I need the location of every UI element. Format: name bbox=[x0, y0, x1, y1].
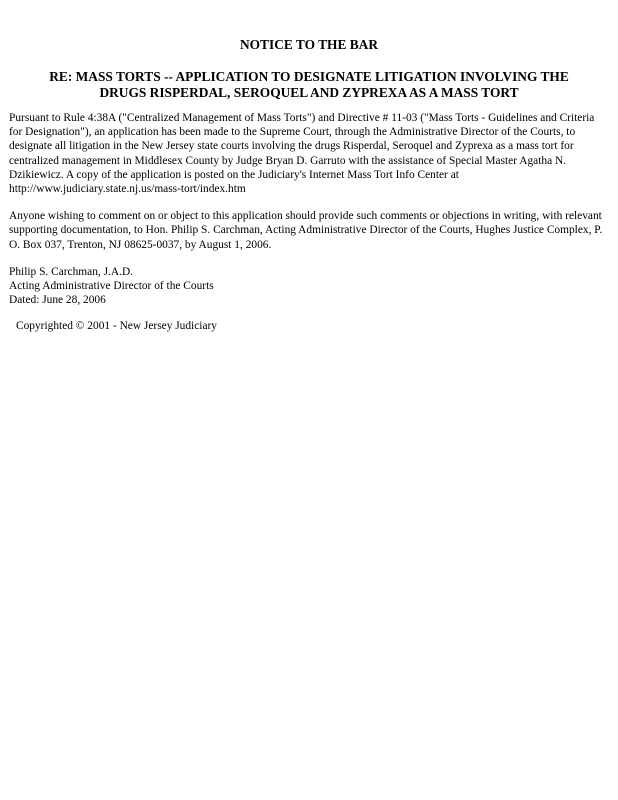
signatory-title: Acting Administrative Director of the Courts bbox=[9, 280, 214, 293]
re-heading bbox=[9, 69, 609, 101]
signatory-name: Philip S. Carchman, J.A.D. bbox=[9, 265, 134, 278]
application-paragraph: Pursuant to Rule 4:38A ("Centralized Management of Mass Torts") and Directive # 11-03 ("Mass Torts - Guidelines and Criteria for Designation"), an application has been made to the Supreme Court, through the Administrative Director of the Courts, to designate all litigation in the New Jersey state courts involving the drugs Risperdal, Seroquel and Zyprexa as a mass tort for centralized management in Middlesex County by Judge Bryan D. Garruto with the assistance of Special Master Agatha N. Dzikiewicz. A copy of the application is posted on the Judiciary's Internet Mass Tort Info Center at http://www.judiciary.state.nj.us/mass-tort/index.htm bbox=[9, 112, 595, 196]
notice-document bbox=[9, 37, 609, 334]
re-heading-line1: RE: MASS TORTS -- APPLICATION TO DESIGNATE LITIGATION INVOLVING THE bbox=[49, 69, 569, 84]
copyright-notice: Copyrighted © 2001 - New Jersey Judiciary bbox=[16, 320, 217, 333]
notice-title: NOTICE TO THE BAR bbox=[239, 37, 379, 52]
comment-paragraph: Anyone wishing to comment on or object to this application should provide such comments or objections in writing, with relevant supporting documentation, to Hon. Philip S. Carchman, Acting Administrative Director of the Courts, Hughes Justice Complex, P. O. Box 037, Trenton, NJ 08625-0037, by August 1, 2006. bbox=[9, 210, 603, 251]
signature-block bbox=[9, 265, 609, 308]
date-line: Dated: June 28, 2006 bbox=[9, 294, 106, 307]
re-heading-line2: DRUGS RISPERDAL, SEROQUEL AND ZYPREXA AS A MASS TORT bbox=[99, 85, 519, 100]
